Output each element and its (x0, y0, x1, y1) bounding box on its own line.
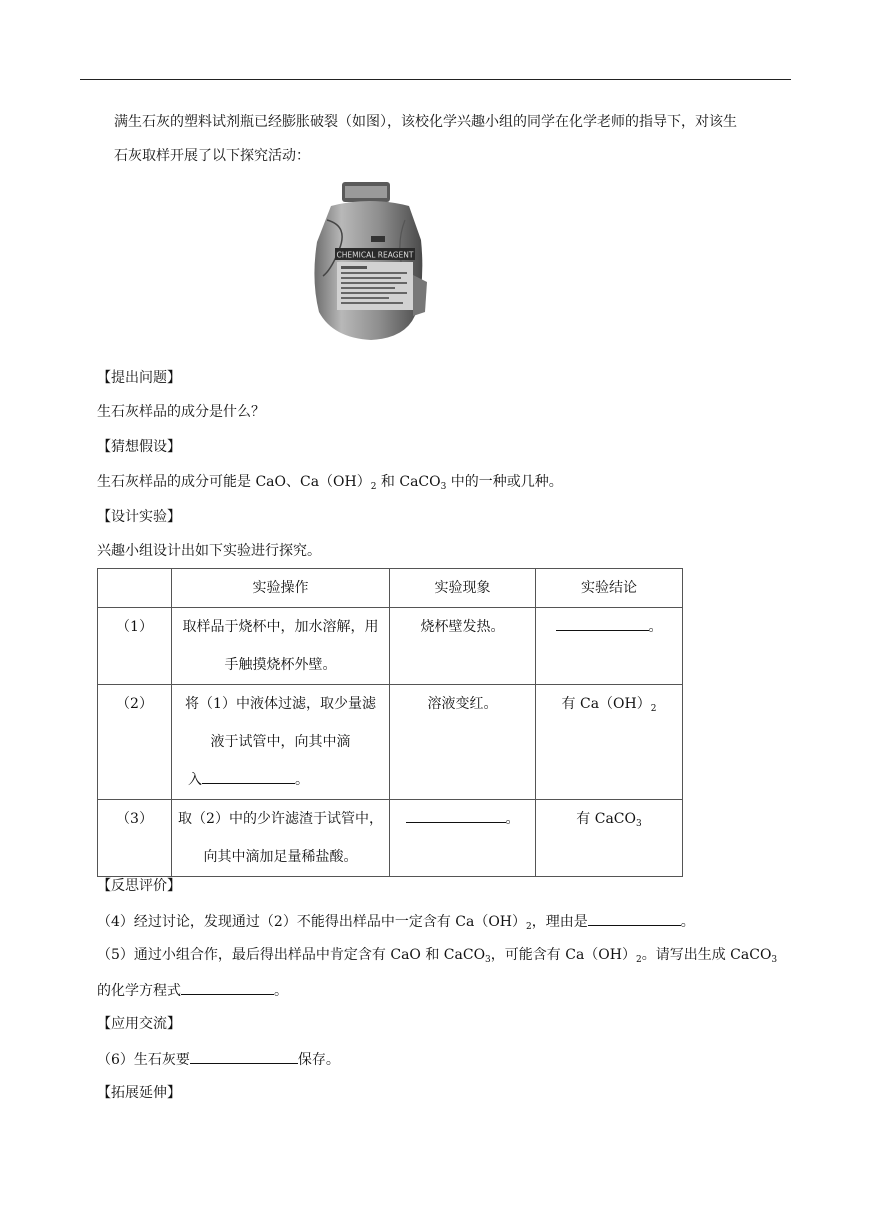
operation-cell: 取（2）中的少许滤渣于试管中， 向其中滴加足量稀盐酸。 (172, 800, 390, 877)
phenomenon-cell: 。 (390, 800, 536, 877)
question-5: （5）通过小组合作，最后得出样品中肯定含有 CaO 和 CaCO$_3$，可能含有 $Ca(OH)_2$。请写出生成 CaCO$_3$ (97, 947, 778, 965)
hypothesis-heading: 【猜想假设】 (97, 439, 181, 455)
experiment-table (97, 568, 683, 877)
answer-blank[interactable] (406, 808, 506, 823)
phenomenon-cell: 烧杯壁发热。 (390, 608, 536, 685)
bottle-label-text: CHEMICAL REAGENT (336, 250, 414, 260)
conclusion-cell: 有 CaCO$_3$ (536, 800, 683, 877)
answer-blank[interactable] (202, 769, 295, 784)
intro-line-1: 满生石灰的塑料试剂瓶已经膨胀破裂（如图），该校化学兴趣小组的同学在化学老师的指导下，对该生 (114, 114, 737, 130)
answer-blank[interactable] (190, 1049, 298, 1064)
header-cell: 实验现象 (390, 569, 536, 608)
operation-cell: 将（1）中液体过滤，取少量滤 液于试管中，向其中滴 入 。 (172, 685, 390, 800)
intro-line-2: 石灰取样开展了以下探究活动： (114, 148, 310, 164)
conclusion-cell: 有 $Ca(OH)_2$ (536, 685, 683, 800)
answer-blank[interactable] (181, 980, 274, 995)
row-number: （3） (98, 800, 172, 877)
design-text: 兴趣小组设计出如下实验进行探究。 (97, 543, 321, 559)
reflect-heading: 【反思评价】 (97, 878, 181, 894)
header-rule (80, 79, 791, 80)
question-5-line-2: 的化学方程式 。 (97, 980, 288, 1001)
header-cell (98, 569, 172, 608)
design-heading: 【设计实验】 (97, 509, 181, 525)
reagent-bottle-photo (309, 180, 431, 342)
row-number: （1） (98, 608, 172, 685)
question-6: （6）生石灰要 保存。 (97, 1049, 340, 1070)
question-4: （4）经过讨论，发现通过（2）不能得出样品中一定含有 $Ca(OH)_2$，理由是 。 (97, 911, 695, 932)
hypothesis-text: 生石灰样品的成分可能是 CaO、$Ca(OH)_2$ 和 CaCO$_3$ 中的一种或几种。 (97, 474, 563, 492)
question-heading: 【提出问题】 (97, 370, 181, 386)
header-cell: 实验操作 (172, 569, 390, 608)
table-row (98, 800, 683, 877)
table-row (98, 685, 683, 800)
answer-blank[interactable] (588, 911, 681, 926)
answer-blank[interactable] (556, 616, 649, 631)
row-number: （2） (98, 685, 172, 800)
header-cell: 实验结论 (536, 569, 683, 608)
extend-heading: 【拓展延伸】 (97, 1085, 181, 1101)
table-row (98, 608, 683, 685)
table-header-row (98, 569, 683, 608)
apply-heading: 【应用交流】 (97, 1016, 181, 1032)
operation-cell: 取样品于烧杯中，加水溶解，用 手触摸烧杯外壁。 (172, 608, 390, 685)
phenomenon-cell: 溶液变红。 (390, 685, 536, 800)
question-text: 生石灰样品的成分是什么？ (97, 404, 265, 420)
conclusion-cell: 。 (536, 608, 683, 685)
